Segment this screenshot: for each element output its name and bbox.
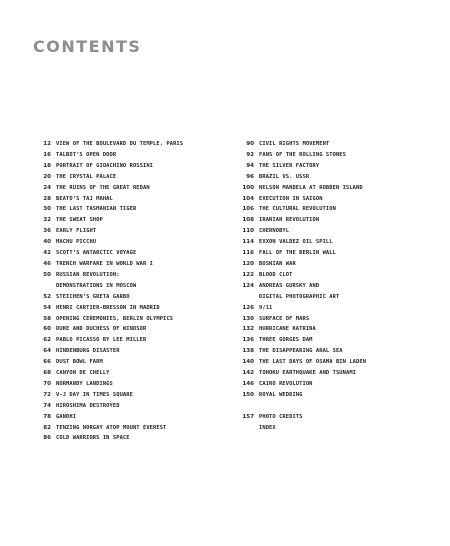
toc-entry bbox=[233, 357, 438, 368]
toc-entry bbox=[30, 270, 235, 281]
toc-entry-title: THE LAST TASMANIAN TIGER bbox=[56, 206, 137, 213]
toc-entry-title: NELSON MANDELA AT ROBBEN ISLAND bbox=[259, 184, 363, 191]
toc-page-number: 70 bbox=[43, 380, 51, 387]
toc-entry bbox=[30, 281, 235, 292]
toc-entry bbox=[30, 204, 235, 215]
toc-page-number: 82 bbox=[43, 424, 51, 431]
toc-entry bbox=[30, 194, 235, 205]
toc-entry-title: DEMONSTRATIONS IN MOSCOW bbox=[56, 282, 137, 289]
toc-page-number: 122 bbox=[242, 271, 254, 278]
toc-page-number: 114 bbox=[242, 239, 254, 246]
toc-entry bbox=[233, 346, 438, 357]
toc-entry-title: STEICHEN’S GRETA GARBO bbox=[56, 293, 130, 300]
toc-entry-title: TALBOT’S OPEN DOOR bbox=[56, 151, 117, 158]
toc-entry bbox=[233, 139, 438, 150]
toc-entry bbox=[233, 150, 438, 161]
toc-entry-title: RUSSIAN REVOLUTION: bbox=[56, 271, 120, 278]
toc-entry bbox=[233, 161, 438, 172]
toc-entry-title: CANYON DE CHELLY bbox=[56, 370, 110, 377]
toc-entry bbox=[233, 226, 438, 237]
toc-page-number: 54 bbox=[43, 304, 51, 311]
toc-page-number: 90 bbox=[246, 141, 254, 147]
toc-entry bbox=[233, 314, 438, 325]
toc-page-number: 42 bbox=[43, 250, 51, 257]
toc-entry bbox=[30, 161, 235, 172]
toc-page-number: 50 bbox=[43, 271, 51, 278]
toc-page-number: 24 bbox=[43, 184, 51, 191]
toc-entry-title: EARLY FLIGHT bbox=[56, 228, 97, 235]
toc-entry bbox=[233, 292, 438, 303]
toc-page-number: 94 bbox=[246, 162, 254, 169]
toc-entry-title: THE LAST DAYS OF OSAMA BIN LADEN bbox=[259, 359, 367, 366]
toc-entry-title: FANS OF THE ROLLING STONES bbox=[259, 151, 346, 158]
toc-entry bbox=[233, 379, 438, 390]
toc-entry bbox=[30, 433, 235, 444]
toc-page-number: 36 bbox=[43, 228, 51, 235]
toc-entry-title: BLOOD CLOT bbox=[259, 271, 293, 278]
toc-page-number: 86 bbox=[43, 435, 51, 442]
toc-page-number: 32 bbox=[43, 217, 51, 224]
toc-entry bbox=[30, 183, 235, 194]
toc-entry-title: DUKE AND DUCHESS OF WINDSOR bbox=[56, 326, 147, 333]
toc-entry-title: CHERNOBYL bbox=[259, 228, 290, 235]
toc-entry bbox=[30, 226, 235, 237]
toc-page-number: 106 bbox=[242, 206, 254, 213]
toc-entry bbox=[233, 194, 438, 205]
toc-entry-title: TRENCH WARFARE IN WORLD WAR I bbox=[56, 260, 154, 267]
toc-page-number: 20 bbox=[43, 173, 51, 180]
toc-entry-title: TENZING NORGAY ATOP MOUNT EVEREST bbox=[56, 424, 167, 431]
toc-entry bbox=[30, 423, 235, 434]
toc-entry-title: BEATO’S TAJ MAHAL bbox=[56, 195, 113, 202]
toc-entry-title: ROYAL WEDDING bbox=[259, 391, 303, 398]
toc-entry bbox=[30, 215, 235, 226]
toc-entry bbox=[233, 281, 438, 292]
toc-entry-title: THE SILVER FACTORY bbox=[259, 162, 320, 169]
toc-entry-title: THREE GORGES DAM bbox=[259, 337, 313, 344]
toc-entry-title: OPENING CEREMONIES, BERLIN OLYMPICS bbox=[56, 315, 174, 322]
toc-page-number: 30 bbox=[43, 206, 51, 213]
toc-page-number: 66 bbox=[43, 359, 51, 366]
toc-entry bbox=[30, 324, 235, 335]
toc-page-number: 62 bbox=[43, 337, 51, 344]
toc-page-number: 16 bbox=[43, 151, 51, 158]
toc-entry bbox=[233, 183, 438, 194]
toc-page-number: 150 bbox=[242, 391, 254, 398]
toc-entry-title: CAIRO REVOLUTION bbox=[259, 380, 313, 387]
toc-page-number: 124 bbox=[242, 282, 254, 289]
toc-entry bbox=[233, 324, 438, 335]
toc-entry bbox=[233, 412, 438, 423]
toc-entry bbox=[30, 357, 235, 368]
toc-page-number: 58 bbox=[43, 315, 51, 322]
toc-page-number: 146 bbox=[242, 380, 254, 387]
toc-entry bbox=[233, 248, 438, 259]
toc-entry bbox=[233, 172, 438, 183]
toc-page-number: 12 bbox=[43, 141, 51, 147]
toc-page-number: 108 bbox=[242, 217, 254, 224]
toc-entry bbox=[30, 172, 235, 183]
toc-entry-title: DIGITAL PHOTOGRAPHIC ART bbox=[259, 293, 340, 300]
toc-entry bbox=[30, 139, 235, 150]
toc-entry-title: EXXON VALDEZ OIL SPILL bbox=[259, 239, 333, 246]
toc-page-number: 132 bbox=[242, 326, 254, 333]
toc-entry-title: 9/11 bbox=[259, 304, 273, 311]
toc-entry-title: HURRICANE KATRINA bbox=[259, 326, 316, 333]
toc-entry bbox=[30, 346, 235, 357]
toc-entry-title: V-J DAY IN TIMES SQUARE bbox=[56, 391, 133, 398]
toc-page-number: 142 bbox=[242, 370, 254, 377]
toc-entry bbox=[233, 423, 438, 434]
contents-column-left bbox=[30, 139, 235, 444]
toc-entry bbox=[233, 215, 438, 226]
toc-entry bbox=[30, 314, 235, 325]
toc-entry-title: MACHU PICCHU bbox=[56, 239, 97, 246]
toc-entry-title: VIEW OF THE BOULEVARD DU TEMPLE, PARIS bbox=[56, 141, 184, 147]
page-title: CONTENTS bbox=[33, 37, 142, 56]
toc-entry bbox=[233, 335, 438, 346]
toc-entry-title: BOSNIAN WAR bbox=[259, 260, 296, 267]
toc-page-number: 130 bbox=[242, 315, 254, 322]
toc-entry-title: THE SWEAT SHOP bbox=[56, 217, 103, 224]
toc-entry-title: THE DISAPPEARING ARAL SEA bbox=[259, 348, 343, 355]
toc-spacer bbox=[233, 401, 438, 412]
toc-entry-title: INDEX bbox=[259, 424, 276, 431]
toc-page-number: 52 bbox=[43, 293, 51, 300]
toc-entry-title: CIVIL RIGHTS MOVEMENT bbox=[259, 141, 330, 147]
toc-entry-title: TOHOKU EARTHQUAKE AND TSUNAMI bbox=[259, 370, 357, 377]
toc-entry-title: THE CULTURAL REVOLUTION bbox=[259, 206, 336, 213]
toc-page-number: 120 bbox=[242, 260, 254, 267]
toc-page-number: 18 bbox=[43, 162, 51, 169]
toc-entry bbox=[30, 379, 235, 390]
toc-page-number: 126 bbox=[242, 304, 254, 311]
toc-entry-title: ANDREAS GURSKY AND bbox=[259, 282, 320, 289]
toc-entry-title: SURFACE OF MARS bbox=[259, 315, 310, 322]
toc-page-number: 68 bbox=[43, 370, 51, 377]
toc-page-number: 92 bbox=[246, 151, 254, 158]
toc-entry-title: PORTRAIT OF GIOACHINO ROSSINI bbox=[56, 162, 154, 169]
toc-entry bbox=[30, 335, 235, 346]
toc-entry bbox=[233, 237, 438, 248]
toc-entry bbox=[233, 259, 438, 270]
toc-entry bbox=[30, 292, 235, 303]
toc-page-number: 110 bbox=[242, 228, 254, 235]
toc-page-number: 72 bbox=[43, 391, 51, 398]
toc-entry-title: IRANIAN REVOLUTION bbox=[259, 217, 320, 224]
toc-page-number: 40 bbox=[43, 239, 51, 246]
toc-entry bbox=[30, 150, 235, 161]
toc-entry-title: EXECUTION IN SAIGON bbox=[259, 195, 323, 202]
toc-entry bbox=[233, 368, 438, 379]
toc-page-number: 104 bbox=[242, 195, 254, 202]
toc-entry bbox=[233, 270, 438, 281]
toc-page-number: 64 bbox=[43, 348, 51, 355]
toc-page-number: 100 bbox=[242, 184, 254, 191]
contents-column-right bbox=[233, 139, 438, 433]
toc-entry-title: HENRI CARTIER-BRESSON IN MADRID bbox=[56, 304, 160, 311]
toc-entry bbox=[30, 303, 235, 314]
toc-entry-title: COLD WARRIORS IN SPACE bbox=[56, 435, 130, 442]
toc-page-number: 140 bbox=[242, 359, 254, 366]
toc-entry bbox=[30, 368, 235, 379]
toc-entry-title: BRAZIL VS. USSR bbox=[259, 173, 310, 180]
toc-entry-title: THE CRYSTAL PALACE bbox=[56, 173, 117, 180]
toc-entry-title: GANDHI bbox=[56, 413, 77, 420]
toc-entry bbox=[30, 248, 235, 259]
toc-entry bbox=[30, 390, 235, 401]
toc-entry bbox=[30, 237, 235, 248]
toc-entry-title: THE RUINS OF THE GREAT REDAN bbox=[56, 184, 150, 191]
toc-page-number: 157 bbox=[242, 413, 254, 420]
toc-page-number: 46 bbox=[43, 260, 51, 267]
toc-entry-title: HIROSHIMA DESTROYED bbox=[56, 402, 120, 409]
toc-page-number: 116 bbox=[242, 250, 254, 257]
toc-entry-title: PHOTO CREDITS bbox=[259, 413, 303, 420]
toc-entry bbox=[233, 204, 438, 215]
toc-entry-title: FALL OF THE BERLIN WALL bbox=[259, 250, 336, 257]
toc-entry bbox=[233, 303, 438, 314]
toc-entry-title: PABLO PICASSO BY LEE MILLER bbox=[56, 337, 147, 344]
toc-page-number: 78 bbox=[43, 413, 51, 420]
toc-page-number: 74 bbox=[43, 402, 51, 409]
toc-page-number: 96 bbox=[246, 173, 254, 180]
toc-entry-title: SCOTT’S ANTARCTIC VOYAGE bbox=[56, 250, 137, 257]
toc-page-number: 28 bbox=[43, 195, 51, 202]
toc-entry-title: NORMANDY LANDINGS bbox=[56, 380, 113, 387]
toc-entry bbox=[30, 412, 235, 423]
toc-page-number: 138 bbox=[242, 348, 254, 355]
toc-entry bbox=[30, 259, 235, 270]
toc-page-number: 60 bbox=[43, 326, 51, 333]
toc-entry bbox=[30, 401, 235, 412]
toc-entry-title: HINDENBURG DISASTER bbox=[56, 348, 120, 355]
toc-entry-title: DUST BOWL FARM bbox=[56, 359, 103, 366]
toc-page-number: 136 bbox=[242, 337, 254, 344]
toc-entry bbox=[233, 390, 438, 401]
